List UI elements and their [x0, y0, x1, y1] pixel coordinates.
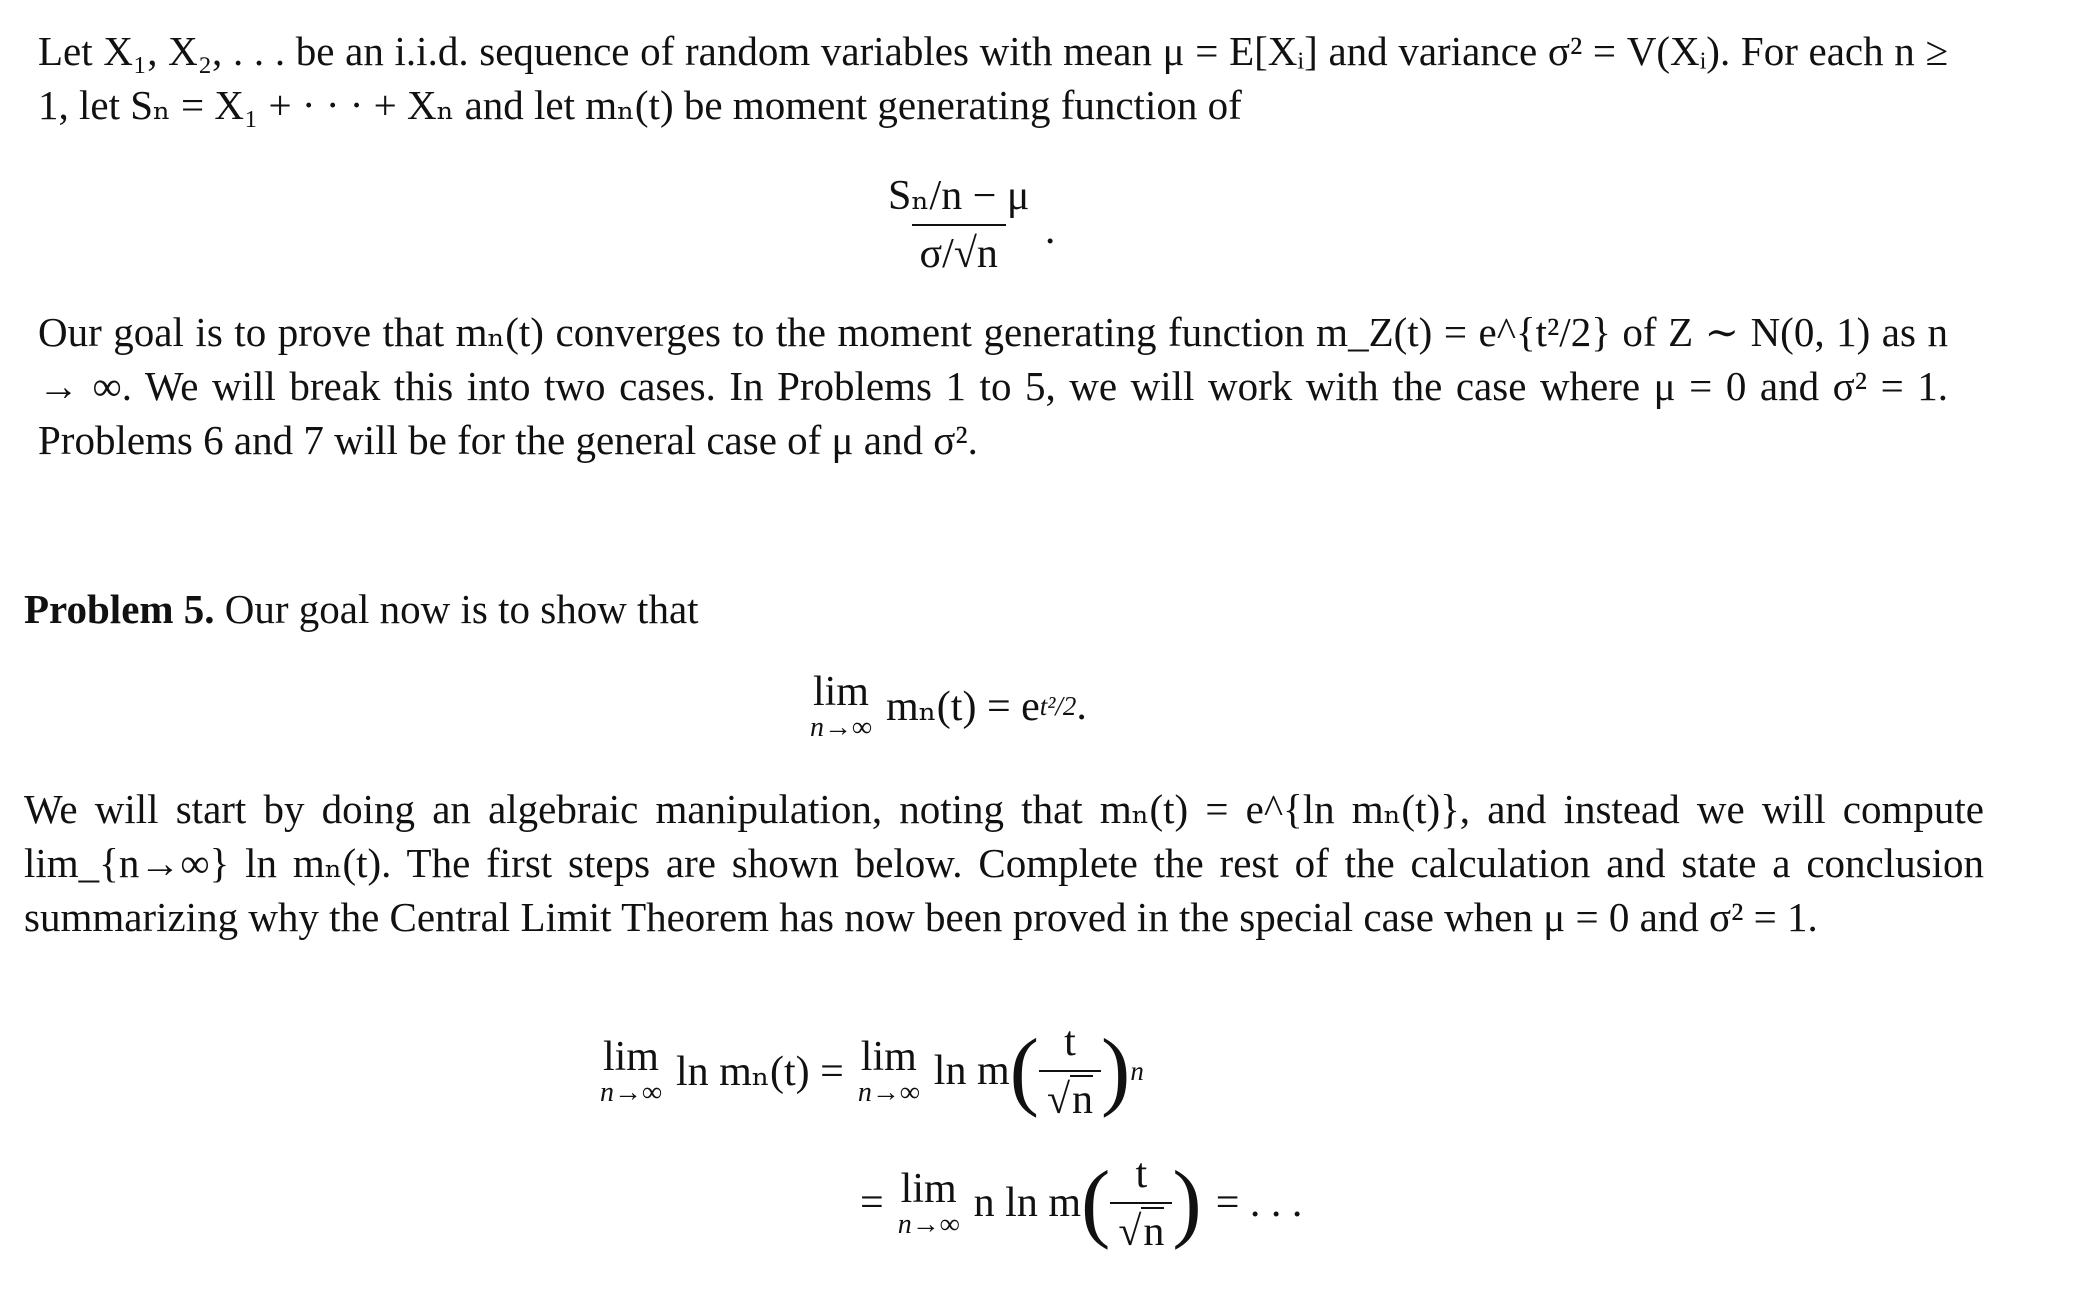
fraction-denominator: σ/√n	[912, 224, 1006, 278]
step-2-frac-num: t	[1135, 1151, 1148, 1197]
problem-5-lead-text: Our goal now is to show that	[224, 586, 699, 632]
problem-5-label: Problem 5.	[24, 586, 215, 632]
step-2-frac-den: n	[1143, 1209, 1165, 1255]
step-1-rhs: ln m	[933, 1048, 1010, 1094]
lim-subscript: n→∞	[600, 1077, 662, 1108]
step-1-frac-num: t	[1064, 1019, 1076, 1065]
lim-subscript: n→∞	[857, 1077, 920, 1108]
problem-5-lead	[24, 582, 1984, 636]
main-limit-exponent: t²/2	[1039, 690, 1077, 721]
fraction-numerator: Sₙ/n − μ	[888, 173, 1030, 219]
step-2-mid: n ln m	[973, 1180, 1081, 1226]
step-2-prefix: =	[860, 1180, 884, 1226]
fraction-period: .	[1044, 207, 1056, 253]
main-limit-rhs: mₙ(t) = e	[885, 684, 1040, 730]
derivation-step-2: = lim n→∞ n ln m ( $\frac{t}{√n}$ ) = . . .	[860, 1151, 1303, 1255]
step-1-power: n	[1130, 1055, 1144, 1086]
lim-word: lim	[860, 1034, 917, 1080]
goal-paragraph: Our goal is to prove that mₙ(t) converges to the moment generating function m_Z(t) = e^{t²/2} of Z ∼ N(0, 1) as n → ∞. We will break this into two cases. In Problems 1 to 5, we will work with the case where μ = 0 and σ² = 1. Problems 6 and 7 will be for the general case of μ and σ².	[38, 309, 1948, 463]
intro-paragraph: Let X₁, X₂, . . . be an i.i.d. sequence of random variables with mean μ = E[Xᵢ] and variance σ² = V(Xᵢ). For each n ≥ 1, let Sₙ = X₁ + · · · + Xₙ and let mₙ(t) be moment generating function of	[38, 28, 1948, 128]
derivation-step-1: lim n→∞ ln mₙ(t) = lim n→∞ ln m ( $\frac{t}{√n}$ ) n	[600, 1019, 1144, 1123]
lim-subscript: n→∞	[897, 1209, 960, 1240]
main-limit-equation: lim n→∞ mₙ(t) = e t²/2 .	[810, 669, 1087, 743]
lim-word: lim	[900, 1166, 957, 1212]
step-2-tail: = . . .	[1215, 1180, 1303, 1226]
standardized-mean-fraction	[880, 170, 1056, 278]
lim-word: lim	[812, 669, 869, 715]
step-1-lhs: ln mₙ(t) =	[675, 1049, 844, 1095]
lim-subscript: n→∞	[810, 712, 872, 743]
step-1-frac-den: n	[1072, 1077, 1093, 1123]
lim-word: lim	[602, 1034, 659, 1080]
problem-5-body: We will start by doing an algebraic manipulation, noting that mₙ(t) = e^{ln mₙ(t)}, and instead we will compute lim_{n→∞} ln mₙ(t). The first steps are shown below. Complete the rest of the calculation and state a conclusion summarizing why the Central Limit Theorem has now been proved in the special case when μ = 0 and σ² = 1.	[24, 786, 1984, 940]
